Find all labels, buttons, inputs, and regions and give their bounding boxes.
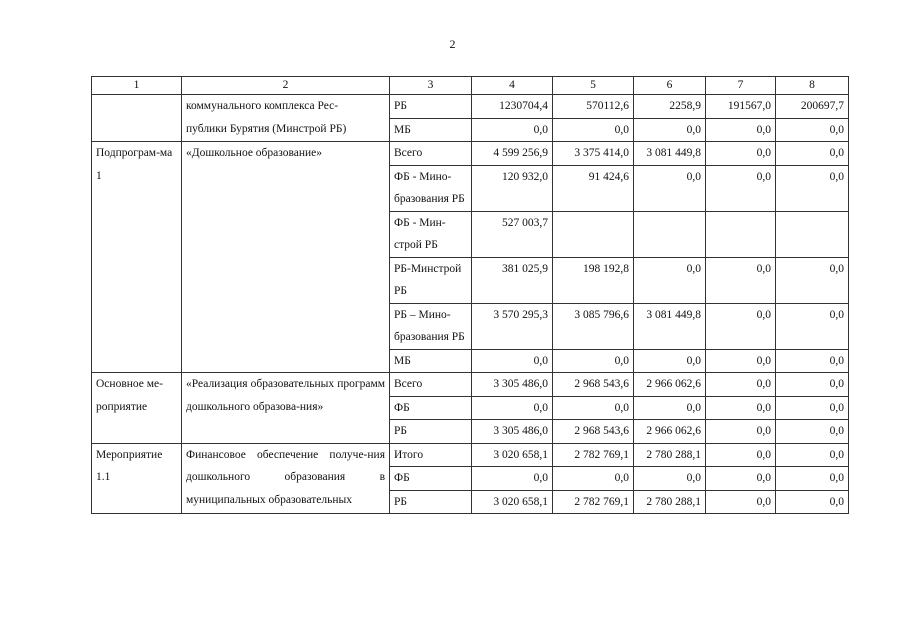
value-cell: 120 932,0 [472, 165, 553, 211]
value-cell: 527 003,7 [472, 211, 553, 257]
value-cell: 2 782 769,1 [553, 490, 634, 514]
value-cell: 0,0 [776, 373, 849, 397]
source-cell: РБ-Минстрой РБ [390, 257, 472, 303]
value-cell: 4 599 256,9 [472, 142, 553, 166]
value-cell: 0,0 [634, 396, 706, 420]
value-cell: 2 780 288,1 [634, 490, 706, 514]
header-cell: 1 [92, 77, 182, 95]
header-cell: 3 [390, 77, 472, 95]
budget-table [91, 76, 849, 514]
value-cell: 0,0 [634, 118, 706, 142]
code-cell [92, 95, 182, 142]
value-cell: 2 968 543,6 [553, 420, 634, 444]
table-row [92, 443, 849, 467]
value-cell: 3 020 658,1 [472, 490, 553, 514]
header-cell: 8 [776, 77, 849, 95]
value-cell: 0,0 [706, 118, 776, 142]
value-cell: 2 780 288,1 [634, 443, 706, 467]
table-row [92, 373, 849, 397]
value-cell: 0,0 [553, 118, 634, 142]
source-cell: МБ [390, 118, 472, 142]
value-cell: 2258,9 [634, 95, 706, 119]
table-row [92, 142, 849, 166]
value-cell: 2 966 062,6 [634, 420, 706, 444]
name-line: коммунального комплекса Рес- [186, 100, 339, 112]
header-cell: 5 [553, 77, 634, 95]
value-cell: 1230704,4 [472, 95, 553, 119]
value-cell: 3 085 796,6 [553, 303, 634, 349]
value-cell: 0,0 [776, 257, 849, 303]
value-cell: 2 966 062,6 [634, 373, 706, 397]
value-cell: 0,0 [776, 490, 849, 514]
value-cell: 0,0 [776, 467, 849, 491]
header-cell: 6 [634, 77, 706, 95]
name-cell: Финансовое обеспечение получе-ния дошкольного образования в муниципальных образовательных [182, 443, 390, 514]
value-cell: 0,0 [706, 420, 776, 444]
value-cell: 0,0 [706, 165, 776, 211]
value-cell: 0,0 [634, 467, 706, 491]
source-cell: Итого [390, 443, 472, 467]
value-cell: 3 020 658,1 [472, 443, 553, 467]
value-cell: 0,0 [776, 118, 849, 142]
value-cell: 0,0 [706, 257, 776, 303]
value-cell: 0,0 [706, 373, 776, 397]
value-cell: 3 570 295,3 [472, 303, 553, 349]
name-line: публики Бурятия (Минстрой РБ) [186, 122, 347, 135]
value-cell: 3 305 486,0 [472, 420, 553, 444]
value-cell: 0,0 [776, 396, 849, 420]
source-cell: РБ [390, 95, 472, 119]
value-cell: 3 081 449,8 [634, 303, 706, 349]
source-cell: РБ [390, 420, 472, 444]
value-cell: 0,0 [776, 443, 849, 467]
empty-cell [776, 211, 849, 257]
value-cell: 198 192,8 [553, 257, 634, 303]
value-cell: 0,0 [706, 443, 776, 467]
table-row [92, 95, 849, 119]
value-cell: 0,0 [776, 349, 849, 373]
value-cell: 191567,0 [706, 95, 776, 119]
value-cell: 0,0 [472, 396, 553, 420]
name-cell [182, 95, 390, 142]
empty-cell [553, 211, 634, 257]
value-cell: 0,0 [776, 165, 849, 211]
value-cell: 381 025,9 [472, 257, 553, 303]
empty-cell [634, 211, 706, 257]
value-cell: 3 375 414,0 [553, 142, 634, 166]
value-cell: 0,0 [776, 420, 849, 444]
value-cell: 0,0 [553, 467, 634, 491]
value-cell: 91 424,6 [553, 165, 634, 211]
value-cell: 0,0 [472, 467, 553, 491]
value-cell: 200697,7 [776, 95, 849, 119]
value-cell: 0,0 [776, 142, 849, 166]
value-cell: 3 305 486,0 [472, 373, 553, 397]
value-cell: 570112,6 [553, 95, 634, 119]
source-cell: ФБ [390, 396, 472, 420]
name-cell: «Реализация образовательных программ дошкольного образова-ния» [182, 373, 390, 444]
value-cell: 3 081 449,8 [634, 142, 706, 166]
value-cell: 0,0 [706, 467, 776, 491]
source-cell: МБ [390, 349, 472, 373]
value-cell: 0,0 [706, 142, 776, 166]
source-cell: Всего [390, 373, 472, 397]
code-cell: Подпрограм-ма 1 [92, 142, 182, 373]
value-cell: 0,0 [553, 349, 634, 373]
source-cell: ФБ - Мино-бразования РБ [390, 165, 472, 211]
value-cell: 2 782 769,1 [553, 443, 634, 467]
value-cell: 0,0 [553, 396, 634, 420]
value-cell: 0,0 [706, 490, 776, 514]
header-cell: 4 [472, 77, 553, 95]
value-cell: 0,0 [634, 257, 706, 303]
source-cell: ФБ - Мин-строй РБ [390, 211, 472, 257]
source-cell: Всего [390, 142, 472, 166]
header-cell: 7 [706, 77, 776, 95]
empty-cell [706, 211, 776, 257]
name-cell: «Дошкольное образование» [182, 142, 390, 373]
value-cell: 0,0 [472, 118, 553, 142]
value-cell: 0,0 [706, 303, 776, 349]
value-cell: 2 968 543,6 [553, 373, 634, 397]
header-row [92, 77, 849, 95]
code-cell: Мероприятие 1.1 [92, 443, 182, 514]
page-number: 2 [449, 37, 456, 51]
source-cell: РБ – Мино-бразования РБ [390, 303, 472, 349]
source-cell: РБ [390, 490, 472, 514]
value-cell: 0,0 [634, 165, 706, 211]
value-cell: 0,0 [706, 349, 776, 373]
source-cell: ФБ [390, 467, 472, 491]
value-cell: 0,0 [472, 349, 553, 373]
value-cell: 0,0 [776, 303, 849, 349]
code-cell: Основное ме-роприятие [92, 373, 182, 444]
value-cell: 0,0 [706, 396, 776, 420]
header-cell: 2 [182, 77, 390, 95]
value-cell: 0,0 [634, 349, 706, 373]
